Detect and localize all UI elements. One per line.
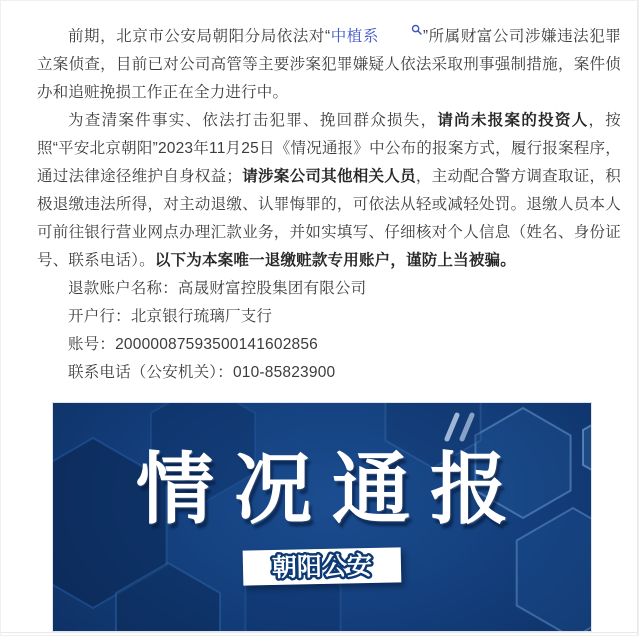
- p1-text-post: ”所属财富公司涉嫌违法犯罪立案侦查，目前已对公司高管等主要涉案犯罪嫌疑人依法采取刑事强制措施，案件侦办和追赃挽损工作正在全力进行中。: [37, 28, 621, 101]
- refund-account-name-value: 高晟财富控股集团有限公司: [177, 280, 367, 297]
- p2-bold-related-persons: 请涉案公司其他相关人员: [242, 168, 416, 185]
- contact-phone-value: 010-85823900: [232, 364, 336, 381]
- entity-search-icon[interactable]: [380, 17, 422, 45]
- banner-title: 情况通报: [135, 445, 528, 533]
- bank-branch-line: [37, 303, 621, 331]
- p2-bold-investors: 请尚未报案的投资人: [437, 112, 589, 129]
- bank-branch-label: 开户行：: [68, 308, 131, 325]
- p2-bold-account-warning: 以下为本案唯一退缴赃款专用账户，谨防上当被骗。: [154, 252, 516, 269]
- account-number-label: 账号：: [68, 336, 116, 353]
- contact-phone-line: [37, 359, 621, 387]
- banner-badge: [243, 547, 402, 585]
- p2-text-1: 为查清案件事实、依法打击犯罪、挽回群众损失，: [68, 112, 438, 129]
- notice-banner-image: [53, 403, 591, 631]
- refund-account-name-line: [37, 275, 621, 303]
- bank-branch-value: 北京银行琉璃厂支行: [130, 308, 273, 325]
- contact-phone-label: 联系电话（公安机关）：: [68, 364, 233, 381]
- p2-text-3: ，主动配合警方调查取证，积极退缴违法所得，对主动退缴、认罪悔罪的，可依法从轻或减轻处罚。退缴人员本人可前往银行营业网点办理汇款业务，并如实填写、仔细核对个人信息（姓名、身份证号、联系电话）。: [37, 168, 622, 269]
- p1-text-pre: 前期，北京市公安局朝阳分局依法对“: [68, 28, 331, 45]
- account-number-value: 20000087593500141602856: [115, 336, 318, 353]
- entity-link-label: 中植系: [330, 28, 379, 45]
- account-number-line: [37, 331, 621, 359]
- article-body: [1, 1, 638, 387]
- page-bottom-divider: [1, 632, 638, 633]
- paragraph-case-intro: [37, 17, 621, 107]
- entity-link-zhongzhi[interactable]: [330, 28, 423, 45]
- refund-account-name-label: 退款账户名称：: [68, 280, 178, 297]
- p2-text-2: ，按照“平安北京朝阳”2023年11月25日《情况通报》中公布的报案方式，履行报案程序，通过法律途径维护自身权益；: [37, 112, 621, 185]
- banner-badge-text: 朝阳公安: [271, 551, 373, 582]
- page-right-divider: [637, 1, 638, 635]
- paragraph-notice: [37, 107, 621, 275]
